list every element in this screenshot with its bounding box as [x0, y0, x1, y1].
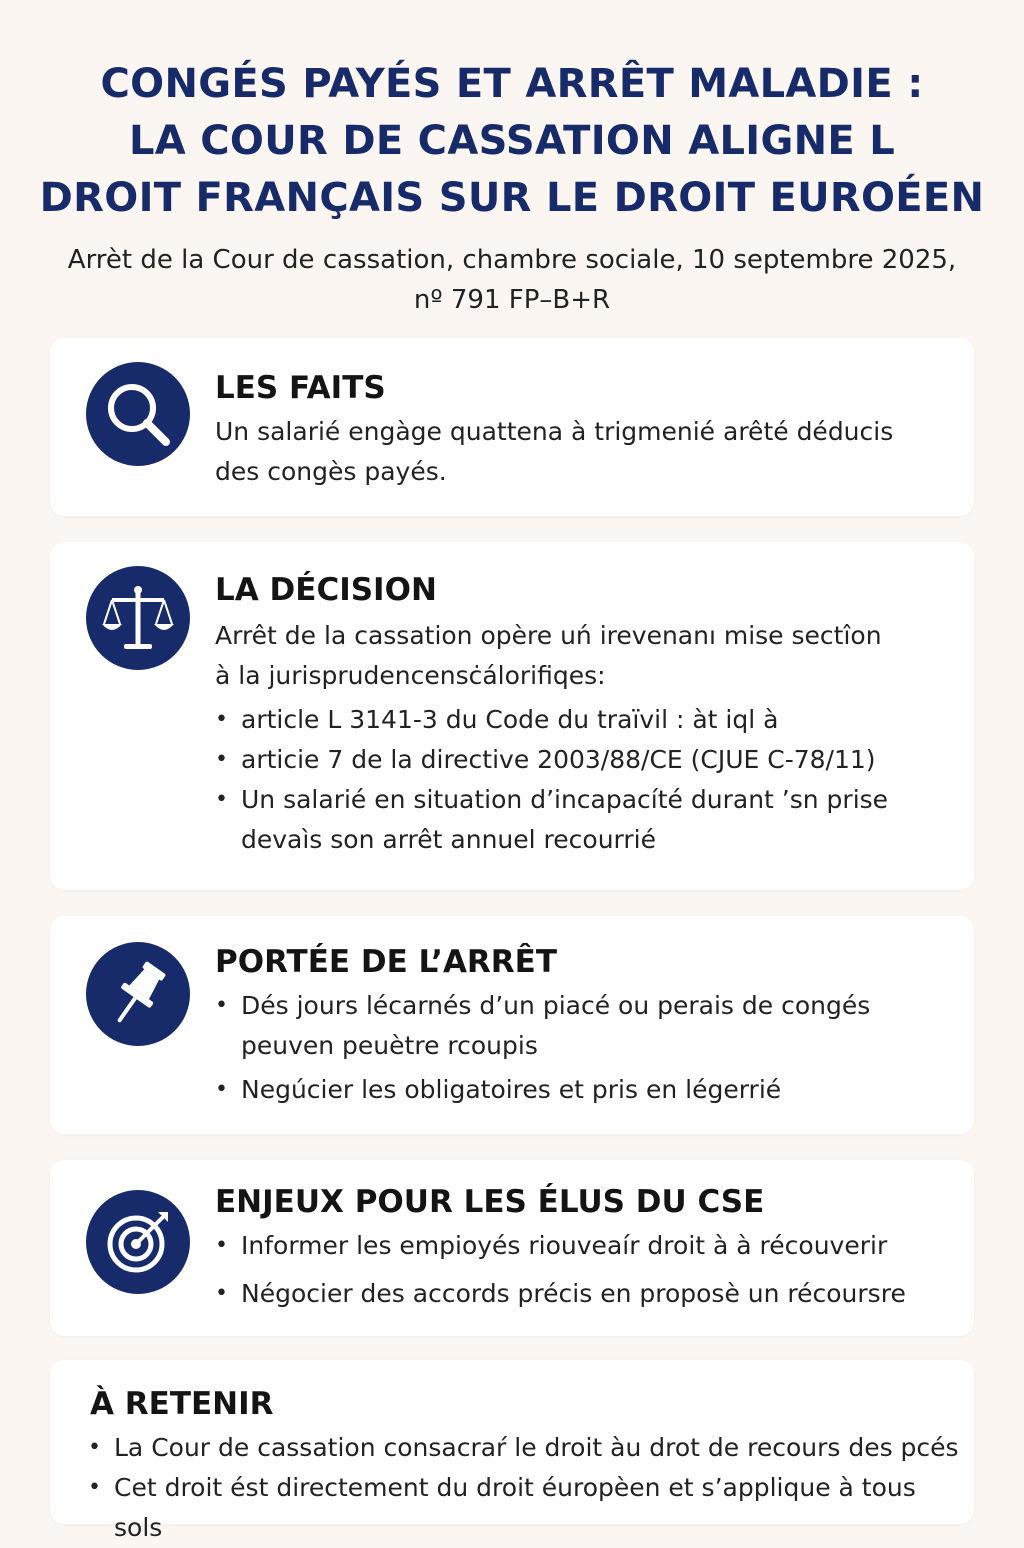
- list-item: • Informer les empioyés riouveaír droit à à récouverir: [215, 1226, 954, 1266]
- list-item: • Negúcier les obligatoires et pris en légerrié: [215, 1070, 954, 1110]
- bullet-list: [215, 1226, 954, 1314]
- list-item: • Dés jours lécarnés d’un piacé ou perais de congés peuven peuètre rcoupis: [215, 986, 954, 1066]
- list-item: • Cet droit ést directement du droit éuropèen et s’applique à tous sols: [88, 1468, 964, 1548]
- magnifier-icon: [86, 362, 190, 466]
- target-icon: [86, 1190, 190, 1294]
- section-text: [215, 412, 954, 492]
- title-line: DROIT FRANÇAIS SUR LE DROIT EUROÉEN: [39, 175, 985, 221]
- list-item: • article L 3141-3 du Code du traïvil : àt iql à: [215, 700, 954, 740]
- section-title: LES FAITS: [215, 370, 386, 406]
- card-retenir: [50, 1360, 974, 1542]
- card-portee: [50, 916, 974, 1134]
- text-line: Arrêt de la cassation opère uń irevenanı mise sectîon: [215, 621, 882, 650]
- subtitle-line: nº 791 FP–B+R: [413, 285, 611, 315]
- text-line: Un salarié engàge quattena à trigmenié arêté déducis: [215, 417, 894, 446]
- subtitle-line: Arrèt de la Cour de cassation, chambre sociale, 10 septembre 2025,: [67, 245, 957, 275]
- section-title: À RETENIR: [90, 1386, 274, 1422]
- page-title: [0, 56, 1024, 227]
- list-item: • articie 7 de la directive 2003/88/CE (CJUE C-78/11): [215, 740, 954, 780]
- scales-icon: [86, 566, 190, 670]
- card-enjeux: [50, 1160, 974, 1336]
- section-text: [215, 616, 954, 696]
- list-item: • Négocier des accords précis en proposè un récoursre: [215, 1274, 954, 1314]
- bullet-list: [215, 986, 954, 1110]
- text-line: à la jurisprudencensċálorifiqes:: [215, 661, 606, 690]
- card-faits: [50, 338, 974, 516]
- bullet-list: [215, 700, 954, 860]
- text-line: des congès payés.: [215, 457, 447, 486]
- title-line: CONGÉS PAYÉS ET ARRÊT MALADIE :: [100, 61, 924, 107]
- list-item: • La Cour de cassation consacraŕ le droit àu drot de recours des pcés: [88, 1428, 964, 1468]
- bullet-list: [88, 1428, 964, 1548]
- pushpin-icon: [86, 942, 190, 1046]
- section-title: ENJEUX POUR LES ÉLUS DU CSE: [215, 1184, 765, 1220]
- title-line: LA COUR DE CASSATION ALIGNE L: [128, 118, 896, 164]
- list-item: • Un salarié en situation d’incapacíté durant ’sn prise devaìs son arrêt annuel recourrié: [215, 780, 954, 860]
- card-decision: [50, 542, 974, 890]
- section-title: LA DÉCISION: [215, 572, 437, 608]
- section-title: PORTÉE DE L’ARRÊT: [215, 944, 557, 980]
- page-subtitle: [0, 240, 1024, 320]
